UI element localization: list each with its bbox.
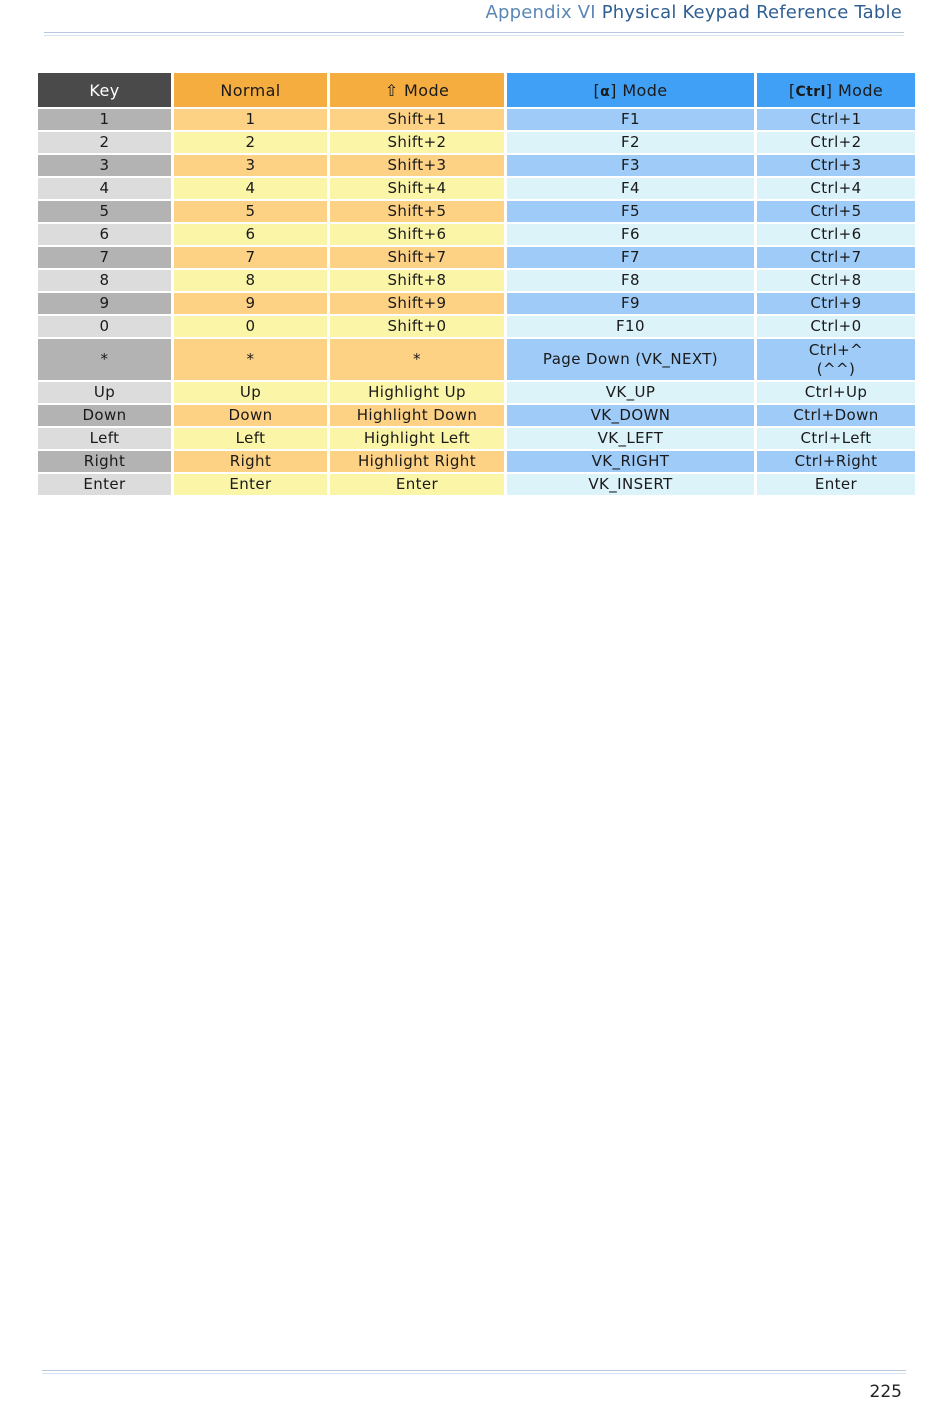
cell-normal: 3	[174, 155, 327, 176]
cell-ctrl-mode: Ctrl+3	[757, 155, 915, 176]
table-row	[38, 451, 915, 472]
page-header	[486, 2, 903, 23]
alpha-key-icon: α	[600, 83, 611, 100]
table-row	[38, 339, 915, 380]
alpha-bracket-open: [	[593, 80, 601, 100]
cell-normal: 6	[174, 224, 327, 245]
footer-rule-secondary	[42, 1373, 906, 1374]
shift-mode-label: Mode	[404, 80, 450, 100]
cell-normal: 5	[174, 201, 327, 222]
column-header-ctrl-mode	[757, 73, 915, 107]
cell-normal: Up	[174, 382, 327, 403]
cell-alpha-mode: F6	[507, 224, 754, 245]
table-row	[38, 247, 915, 268]
cell-shift-mode: Shift+6	[330, 224, 504, 245]
ctrl-key-icon: Ctrl	[795, 83, 826, 100]
table-row	[38, 382, 915, 403]
cell-key: 5	[38, 201, 171, 222]
header-rule	[44, 32, 904, 33]
cell-alpha-mode: VK_LEFT	[507, 428, 754, 449]
column-header-normal: Normal	[174, 73, 327, 107]
cell-shift-mode: Shift+7	[330, 247, 504, 268]
cell-shift-mode: *	[330, 339, 504, 380]
cell-ctrl-mode: Ctrl+6	[757, 224, 915, 245]
cell-ctrl-mode: Ctrl+2	[757, 132, 915, 153]
cell-ctrl-mode: Enter	[757, 474, 915, 495]
appendix-label: Appendix VI	[485, 2, 596, 23]
cell-alpha-mode: VK_UP	[507, 382, 754, 403]
cell-ctrl-mode: Ctrl+5	[757, 201, 915, 222]
cell-key: 1	[38, 109, 171, 130]
cell-ctrl-mode: Ctrl+Left	[757, 428, 915, 449]
cell-key: Left	[38, 428, 171, 449]
cell-normal: *	[174, 339, 327, 380]
cell-ctrl-mode: Ctrl+7	[757, 247, 915, 268]
cell-normal: Enter	[174, 474, 327, 495]
cell-key: 3	[38, 155, 171, 176]
cell-alpha-mode: VK_DOWN	[507, 405, 754, 426]
cell-shift-mode: Highlight Down	[330, 405, 504, 426]
table-row	[38, 270, 915, 291]
cell-normal: 2	[174, 132, 327, 153]
cell-shift-mode: Highlight Up	[330, 382, 504, 403]
cell-alpha-mode: F5	[507, 201, 754, 222]
cell-key: 6	[38, 224, 171, 245]
table-row	[38, 178, 915, 199]
cell-ctrl-mode: Ctrl+0	[757, 316, 915, 337]
cell-shift-mode: Highlight Right	[330, 451, 504, 472]
table-row	[38, 316, 915, 337]
alpha-bracket-close: ]	[610, 80, 617, 100]
cell-key: Up	[38, 382, 171, 403]
cell-normal: 8	[174, 270, 327, 291]
table-row	[38, 155, 915, 176]
cell-shift-mode: Enter	[330, 474, 504, 495]
cell-alpha-mode: F2	[507, 132, 754, 153]
cell-alpha-mode: F3	[507, 155, 754, 176]
cell-normal: Right	[174, 451, 327, 472]
cell-normal: 7	[174, 247, 327, 268]
cell-key: 7	[38, 247, 171, 268]
cell-shift-mode: Shift+1	[330, 109, 504, 130]
cell-alpha-mode: F8	[507, 270, 754, 291]
cell-alpha-mode: Page Down (VK_NEXT)	[507, 339, 754, 380]
cell-shift-mode: Shift+5	[330, 201, 504, 222]
ctrl-bracket-open: [	[788, 80, 796, 100]
cell-alpha-mode: F4	[507, 178, 754, 199]
table-row	[38, 224, 915, 245]
column-header-key: Key	[38, 73, 171, 107]
cell-key: Down	[38, 405, 171, 426]
cell-alpha-mode: F9	[507, 293, 754, 314]
table-body	[38, 109, 915, 495]
cell-shift-mode: Shift+3	[330, 155, 504, 176]
section-title: Physical Keypad Reference Table	[601, 2, 902, 23]
cell-ctrl-mode: Ctrl+9	[757, 293, 915, 314]
cell-shift-mode: Shift+8	[330, 270, 504, 291]
cell-key: Right	[38, 451, 171, 472]
cell-ctrl-mode: Ctrl+Down	[757, 405, 915, 426]
table-row	[38, 201, 915, 222]
table-row	[38, 109, 915, 130]
header-rule-secondary	[44, 35, 904, 36]
cell-normal: 0	[174, 316, 327, 337]
ctrl-mode-label: Mode	[837, 80, 884, 100]
page-number: 225	[869, 1382, 902, 1402]
table-row	[38, 428, 915, 449]
table-row	[38, 132, 915, 153]
footer-rule	[42, 1370, 906, 1371]
cell-normal: 4	[174, 178, 327, 199]
keypad-reference-table	[35, 71, 918, 497]
cell-key: 0	[38, 316, 171, 337]
cell-shift-mode: Shift+4	[330, 178, 504, 199]
cell-key: *	[38, 339, 171, 380]
cell-key: 4	[38, 178, 171, 199]
cell-shift-mode: Shift+0	[330, 316, 504, 337]
cell-ctrl-mode	[757, 339, 915, 380]
table-row	[38, 293, 915, 314]
cell-key: 9	[38, 293, 171, 314]
table-header-row	[38, 73, 915, 107]
cell-normal: Left	[174, 428, 327, 449]
cell-ctrl-mode: Ctrl+Up	[757, 382, 915, 403]
cell-ctrl-line1: Ctrl+^	[808, 340, 864, 359]
table-row	[38, 474, 915, 495]
cell-normal: 9	[174, 293, 327, 314]
cell-ctrl-mode: Ctrl+8	[757, 270, 915, 291]
cell-alpha-mode: VK_RIGHT	[507, 451, 754, 472]
cell-key: Enter	[38, 474, 171, 495]
cell-shift-mode: Highlight Left	[330, 428, 504, 449]
cell-shift-mode: Shift+9	[330, 293, 504, 314]
cell-ctrl-mode: Ctrl+4	[757, 178, 915, 199]
column-header-alpha-mode	[507, 73, 754, 107]
cell-normal: 1	[174, 109, 327, 130]
alpha-mode-label: Mode	[622, 80, 668, 100]
cell-alpha-mode: F7	[507, 247, 754, 268]
shift-arrow-icon: ⇧	[384, 80, 399, 100]
cell-shift-mode: Shift+2	[330, 132, 504, 153]
cell-ctrl-mode: Ctrl+1	[757, 109, 915, 130]
table-row	[38, 405, 915, 426]
cell-ctrl-mode: Ctrl+Right	[757, 451, 915, 472]
cell-normal: Down	[174, 405, 327, 426]
cell-key: 2	[38, 132, 171, 153]
cell-key: 8	[38, 270, 171, 291]
column-header-shift-mode	[330, 73, 504, 107]
ctrl-bracket-close: ]	[825, 80, 833, 100]
cell-alpha-mode: F10	[507, 316, 754, 337]
cell-alpha-mode: VK_INSERT	[507, 474, 754, 495]
cell-alpha-mode: F1	[507, 109, 754, 130]
cell-ctrl-line2: (^^)	[816, 359, 856, 378]
